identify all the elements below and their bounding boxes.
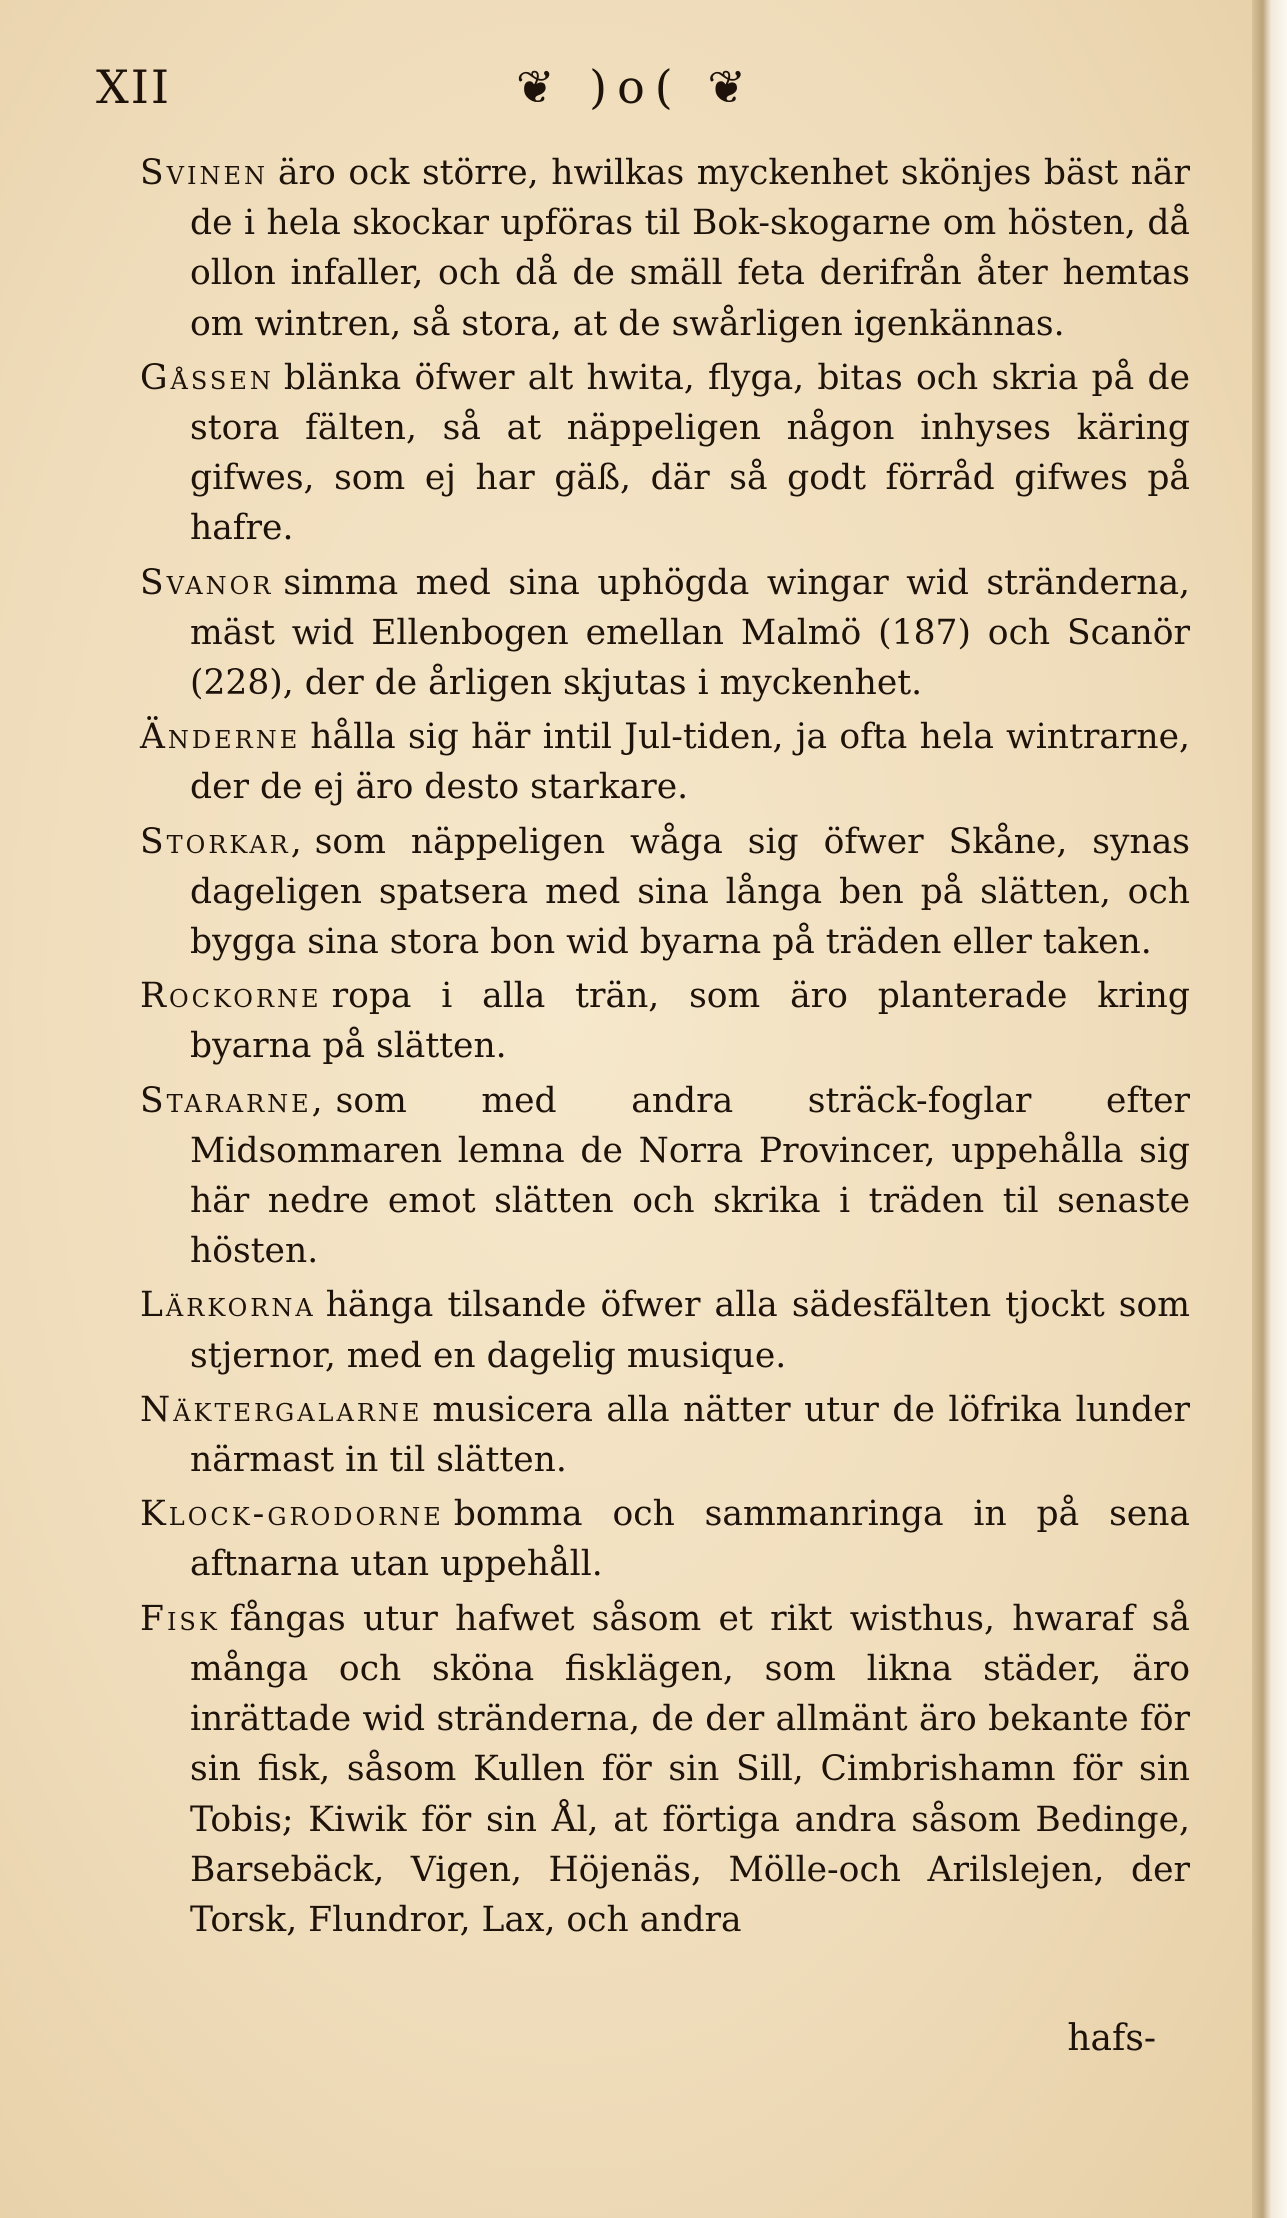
entry-text: som med andra sträck-foglar efter Midsommaren lemna de Norra Provincer, uppehålla sig här nedre emot slätten och skrika i träden til senaste hösten. (190, 1080, 1190, 1272)
entry-larkorna (140, 1280, 1190, 1380)
header-ornament: ❦ )o( ❦ (516, 60, 756, 114)
entry-klock-grodorne (140, 1489, 1190, 1589)
page-header (96, 60, 1196, 130)
entry-lead: Gåssen (140, 357, 274, 398)
entry-lead: Klock-grodorne (140, 1494, 444, 1535)
entry-lead: Svanor (140, 562, 274, 603)
entry-text: fångas utur hafwet såsom et rikt wisthus, hwaraf så många och sköna fisklägen, som likna städer, äro inrättade wid stränderna, de der allmänt äro bekante för sin fisk, såsom Kullen för sin Sill, Cimbrishamn för sin Tobis; Kiwik för sin Ål, at förtiga andra såsom Bedinge, Barsebäck, Vigen, Höjenäs, Mölle-och Arilslejen, der Torsk, Flundror, Lax, och andra (190, 1598, 1190, 1940)
entry-text: simma med sina uphögda wingar wid stränderna, mäst wid Ellenbogen emellan Malmö (187) och Scanör (228), der de årligen skjutas i myckenhet. (190, 562, 1190, 704)
entry-fisk (140, 1594, 1190, 1945)
entry-text: musicera alla nätter utur de löfrika lunder närmast in til slätten. (190, 1389, 1190, 1481)
entry-lead: Fisk (140, 1598, 220, 1639)
entry-gassen (140, 353, 1190, 554)
entry-naktergalarne (140, 1385, 1190, 1485)
entry-lead: Storkar, (140, 821, 305, 862)
page-body (140, 148, 1190, 1949)
entry-storkar (140, 817, 1190, 968)
entry-text: hänga tilsande öfwer alla sädesfälten tjockt som stjernor, med en dagelig musique. (190, 1285, 1190, 1376)
entry-lead: Näktergalarne (140, 1389, 423, 1430)
entry-rockorne (140, 971, 1190, 1071)
entry-text: bomma och sammanringa in på sena aftnarna utan uppehåll. (190, 1494, 1190, 1585)
entry-lead: Stararne, (140, 1080, 326, 1121)
page-edge (1252, 0, 1287, 2218)
catchword: hafs- (1067, 2018, 1156, 2059)
page-number: XII (96, 60, 172, 114)
entry-text: som näppeligen wåga sig öfwer Skåne, synas dageligen spatsera med sina långa ben på slätten, och bygga sina stora bon wid byarna på träden eller taken. (190, 821, 1190, 963)
entry-lead: Änderne (140, 717, 301, 758)
entry-lead: Lärkorna (140, 1285, 316, 1326)
entry-lead: Svinen (140, 153, 268, 193)
entry-anderne (140, 712, 1190, 812)
entry-text: hålla sig här intil Jul-tiden, ja ofta hela wintrarne, der de ej äro desto starkare. (190, 717, 1190, 808)
entry-stararne (140, 1076, 1190, 1277)
entry-text: äro ock större, hwilkas myckenhet skönjes bäst när de i hela skockar upföras til Bok-skogarne om hösten, då ollon infaller, och då de smäll feta derifrån åter hemtas om wintren, så stora, at de swårligen igenkännas. (190, 153, 1190, 344)
entry-svanor (140, 558, 1190, 709)
entry-lead: Rockorne (140, 976, 322, 1017)
entry-text: ropa i alla trän, som äro planterade kring byarna på slätten. (190, 976, 1190, 1067)
entry-svinen (140, 148, 1190, 349)
entry-text: blänka öfwer alt hwita, flyga, bitas och skria på de stora fälten, så at näppeligen någon inhyses käring gifwes, som ej har gäß, där så godt förråd gifwes på hafre. (190, 357, 1190, 549)
